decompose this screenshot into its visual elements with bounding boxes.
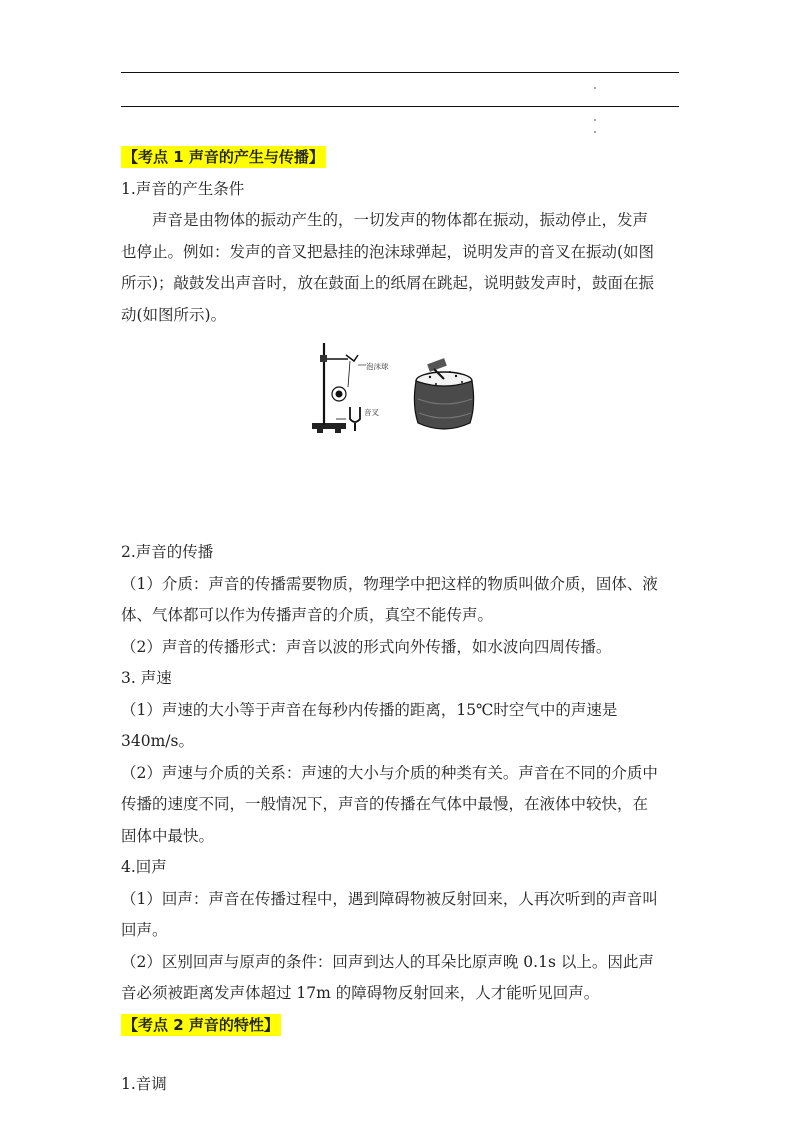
margin-dot <box>594 131 596 133</box>
paragraph-line: 所示)；敲鼓发出声音时，放在鼓面上的纸屑在跳起，说明鼓发声时，鼓面在振 <box>121 274 655 292</box>
paragraph-line: （2）声音的传播形式：声音以波的形式向外传播，如水波向四周传播。 <box>121 637 612 656</box>
paragraph-line: 声音是由物体的振动产生的，一切发声的物体都在振动，振动停止，发声 <box>152 211 649 229</box>
paragraph-line: 体、气体都可以作为传播声音的介质，真空不能传声。 <box>121 606 494 624</box>
paragraph-line: 动(如图所示)。 <box>121 305 227 324</box>
paragraph-line: （1）回声：声音在传播过程中，遇到障碍物被反射回来，人再次听到的声音叫 <box>121 889 658 908</box>
subsection-title: 2.声音的传播 <box>121 543 214 561</box>
subsection-title: 4.回声 <box>121 858 167 876</box>
section-heading: 【考点 2 声音的特性】 <box>123 1015 279 1034</box>
drum-setup <box>414 358 473 429</box>
paragraph-line: 固体中最快。 <box>121 826 215 845</box>
document-body <box>121 142 681 1101</box>
figure-illustration <box>306 339 496 449</box>
tuning-fork-setup <box>312 343 366 433</box>
paragraph-line: 也停止。例如：发声的音叉把悬挂的泡沫球弹起，说明发声的音叉在振动(如图 <box>121 242 655 261</box>
subsection-title: 1.声音的产生条件 <box>121 179 245 198</box>
paragraph-line: （2）声速与介质的关系：声速的大小与介质的种类有关。声音在不同的介质中 <box>121 763 658 782</box>
subsection-title: 1.音调 <box>121 1075 167 1093</box>
paragraph-line: 340m/s。 <box>121 732 194 750</box>
paragraph-line: （1）声速的大小等于声音在每秒内传播的距离，15℃时空气中的声速是 <box>121 700 618 719</box>
paragraph-line: 音必须被距离发声体超过 17m 的障碍物反射回来，人才能听见回声。 <box>121 984 600 1002</box>
header-rule-bottom <box>121 106 679 107</box>
paragraph-line: 回声。 <box>121 921 168 939</box>
paragraph-line: （1）介质：声音的传播需要物质，物理学中把这样的物质叫做介质，固体、液 <box>121 574 658 593</box>
paragraph-line: （2）区别回声与原声的条件：回声到达人的耳朵比原声晚 0.1s 以上。因此声 <box>121 952 654 971</box>
header-rule-top <box>121 72 679 73</box>
margin-dot <box>594 87 596 89</box>
subsection-title: 3. 声速 <box>121 669 172 687</box>
section-heading: 【考点 1 声音的产生与传播】 <box>123 148 324 166</box>
paragraph-line: 传播的速度不同，一般情况下，声音的传播在气体中最慢，在液体中较快，在 <box>121 795 649 813</box>
label-tuning-fork: 音叉 <box>364 408 379 417</box>
margin-dot <box>594 119 596 121</box>
figure-vibration <box>121 339 681 489</box>
label-foam-ball: 泡沫球 <box>366 362 389 371</box>
